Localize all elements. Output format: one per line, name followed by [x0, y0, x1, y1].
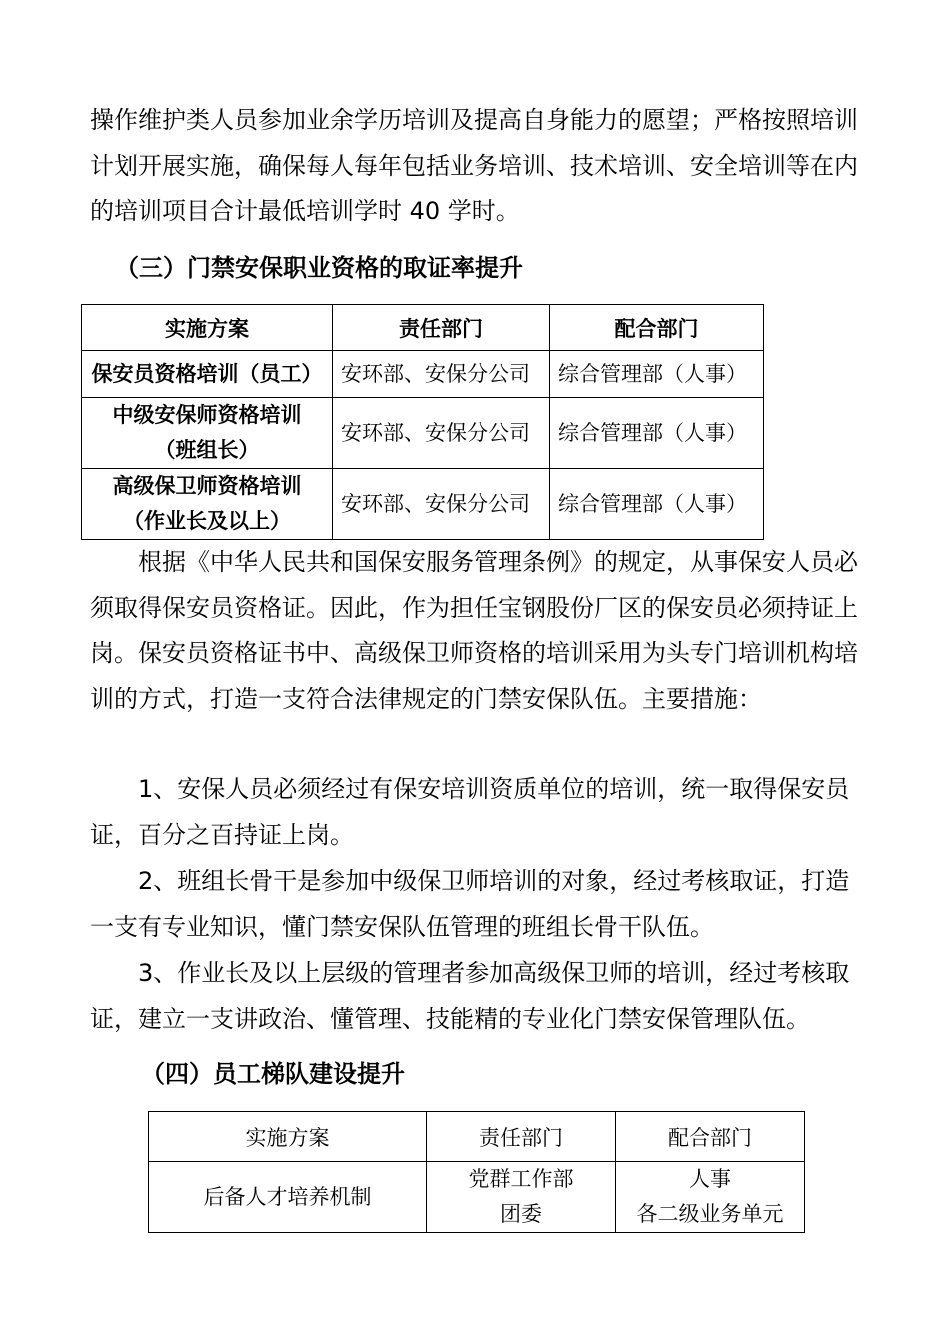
paragraph-top: 操作维护类人员参加业余学历培训及提高自身能力的愿望；严格按照培训计划开展实施，确保每人每年包括业务培训、技术培训、安全培训等在内的培训项目合计最低培训学时 40 学时。: [90, 106, 858, 225]
talent-pipeline-table: [148, 1111, 805, 1233]
cell-plan: 高级保卫师资格培训 （作业长及以上）: [82, 469, 333, 540]
header-cooperating: 配合部门: [550, 305, 764, 351]
header-responsible: 责任部门: [333, 305, 550, 351]
measure-3: 3、作业长及以上层级的管理者参加高级保卫师的培训，经过考核取证，建立一支讲政治、懂管理、技能精的专业化门禁安保管理队伍。: [90, 959, 850, 1033]
table-row: [82, 398, 764, 469]
header-cooperating: 配合部门: [616, 1112, 805, 1162]
section3-heading: （三）门禁安保职业资格的取证率提升: [115, 254, 523, 282]
table-row: [82, 469, 764, 540]
measure-1: 1、安保人员必须经过有保安培训资质单位的培训，统一取得保安员证，百分之百持证上岗。: [90, 775, 850, 849]
cell-cooperating: 综合管理部（人事）: [550, 469, 764, 540]
cell-responsible: 安环部、安保分公司: [333, 398, 550, 469]
qualification-table: [81, 304, 764, 540]
section3-body: 根据《中华人民共和国保安服务管理条例》的规定，从事保安人员必须取得保安员资格证。因此，作为担任宝钢股份厂区的保安员必须持证上岗。保安员资格证书中、高级保卫师资格的培训采用为头专门培训机构培训的方式，打造一支符合法律规定的门禁安保队伍。主要措施：: [90, 548, 858, 713]
cell-cooperating: 综合管理部（人事）: [550, 351, 764, 398]
cell-cooperating: 综合管理部（人事）: [550, 398, 764, 469]
cell-plan: 中级安保师资格培训 （班组长）: [82, 398, 333, 469]
cell-responsible: 安环部、安保分公司: [333, 469, 550, 540]
section4-heading: （四）员工梯队建设提升: [141, 1060, 405, 1088]
cell-plan: 保安员资格培训（员工）: [82, 351, 333, 398]
table-row: [82, 351, 764, 398]
cell-cooperating: 人事 各二级业务单元: [616, 1162, 805, 1233]
header-plan: 实施方案: [82, 305, 333, 351]
table-header-row: [149, 1112, 805, 1162]
cell-responsible: 党群工作部 团委: [427, 1162, 616, 1233]
header-plan: 实施方案: [149, 1112, 427, 1162]
cell-responsible: 安环部、安保分公司: [333, 351, 550, 398]
cell-plan: 后备人才培养机制: [149, 1162, 427, 1233]
table-header-row: [82, 305, 764, 351]
table-row: [149, 1162, 805, 1233]
measure-2: 2、班组长骨干是参加中级保卫师培训的对象，经过考核取证，打造一支有专业知识，懂门禁安保队伍管理的班组长骨干队伍。: [90, 867, 850, 941]
header-responsible: 责任部门: [427, 1112, 616, 1162]
